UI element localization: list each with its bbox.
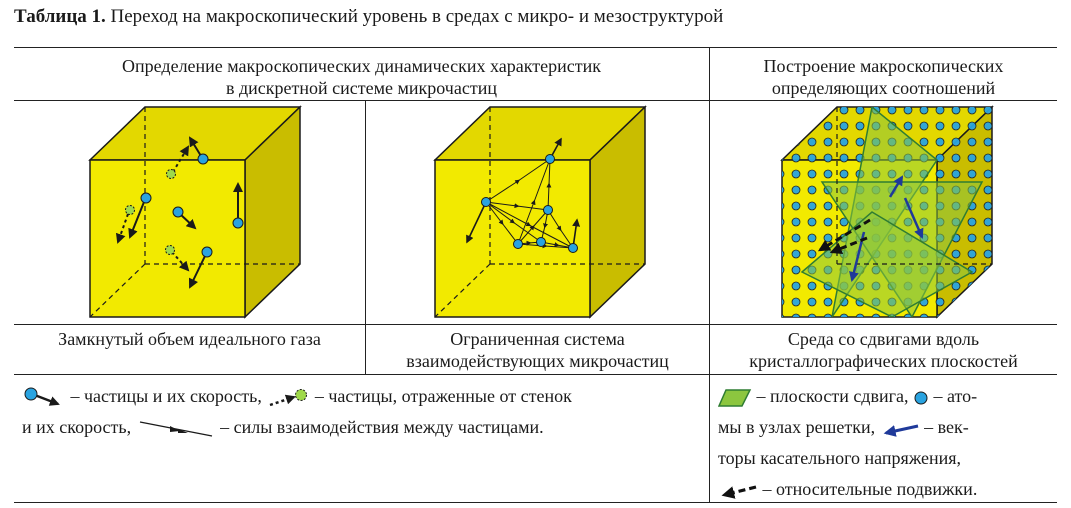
reflected-particle	[166, 246, 175, 255]
particle	[514, 240, 523, 249]
legend-shear-planes-text: – плоскости сдвига,	[756, 386, 909, 406]
particle	[537, 238, 546, 247]
figure-caption-3-line2: кристаллографических плоскостей	[749, 351, 1018, 371]
lattice-atom-icon	[913, 390, 929, 406]
figure-caption-2-line1: Ограниченная система	[450, 329, 625, 349]
legend-left-row-1	[22, 381, 708, 412]
legend-vectors-text-1: – век-	[924, 417, 969, 437]
legend-right	[718, 381, 1054, 505]
interaction-force-icon	[136, 418, 216, 440]
shear-plane-icon	[718, 387, 752, 409]
particle	[198, 154, 208, 164]
displacement-arrow-icon	[718, 482, 758, 500]
table-caption	[14, 6, 723, 28]
legend-particles-velocity-text: – частицы и их скорость,	[70, 386, 262, 406]
legend-right-row-1	[718, 381, 1054, 412]
table-caption-label: Таблица 1.	[14, 6, 106, 27]
legend-velocity-text-2: и их скорость,	[22, 417, 132, 437]
header-left-line2: в дискретной системе микрочастиц	[226, 78, 497, 98]
reflected-particle	[126, 206, 135, 215]
column-divider-right	[709, 47, 710, 502]
particle	[569, 244, 578, 253]
legend-right-row-4	[718, 474, 1054, 505]
header-rule	[14, 100, 1057, 101]
legend-vectors-text-2: торы касательного напряжения,	[718, 448, 962, 468]
interacting-system-cube-figure	[425, 102, 655, 324]
table-caption-text: Переход на макроскопический уровень в средах с микро- и мезоструктурой	[110, 6, 724, 27]
legend-right-row-3	[718, 443, 1054, 474]
shear-crystal-cube-figure	[772, 102, 1002, 324]
header-left	[14, 55, 709, 99]
header-right-line2: определяющих соотношений	[771, 78, 996, 98]
shear-stress-arrow-icon	[880, 420, 920, 438]
particle	[202, 247, 212, 257]
particle	[233, 218, 243, 228]
figure-caption-2	[366, 328, 709, 372]
legend-atoms-text-1: – ато-	[933, 386, 978, 406]
figure-caption-3-line1: Среда со сдвигами вдоль	[787, 329, 980, 349]
legend-right-row-2	[718, 412, 1054, 443]
header-left-line1: Определение макроскопических динамических характеристик	[122, 56, 601, 76]
legend-forces-text: – силы взаимодействия между частицами.	[220, 417, 544, 437]
reflected-particle-icon	[266, 387, 310, 409]
legend-left	[22, 381, 708, 443]
legend-reflected-text: – частицы, отраженные от стенок	[314, 386, 572, 406]
particle	[173, 207, 183, 217]
header-right-line1: Построение макроскопических	[763, 56, 1004, 76]
table-top-rule	[14, 47, 1057, 48]
particle	[482, 198, 491, 207]
ideal-gas-cube-figure	[80, 102, 310, 324]
particle	[544, 206, 553, 215]
legend-atoms-text-2: мы в узлах решетки,	[718, 417, 876, 437]
header-right	[710, 55, 1057, 99]
particle-velocity-icon	[22, 387, 66, 409]
figure-bottom-rule	[14, 324, 1057, 325]
cube-front-face	[90, 160, 245, 317]
figure-caption-1-line1: Замкнутый объем идеального газа	[58, 329, 321, 349]
figure-caption-3	[710, 328, 1057, 372]
particle	[141, 193, 151, 203]
legend-left-row-2	[22, 412, 708, 443]
particle	[546, 155, 555, 164]
figure-caption-2-line2: взаимодействующих микрочастиц	[406, 351, 669, 371]
reflected-particle	[167, 170, 176, 179]
figure-caption-1	[14, 328, 365, 350]
captions-rule	[14, 374, 1057, 375]
legend-displacements-text: – относительные подвижки.	[762, 479, 978, 499]
